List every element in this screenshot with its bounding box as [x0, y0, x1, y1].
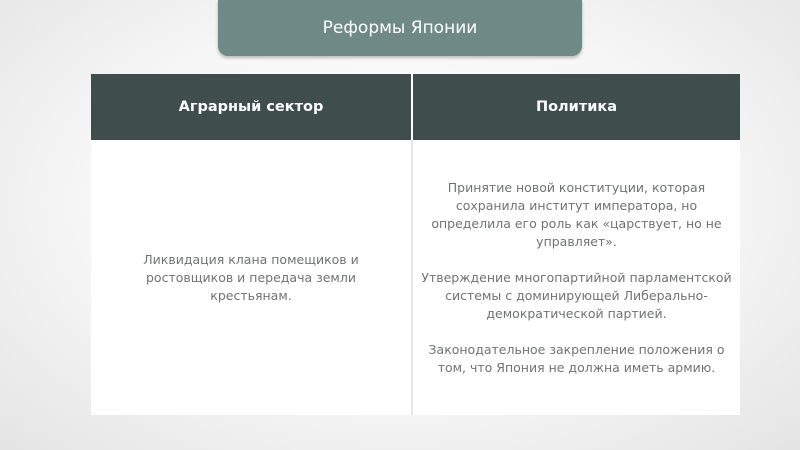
- cell-agrarian: [91, 140, 413, 415]
- politics-paragraph-army: Законодательное закрепление положения о том, что Япония не должна иметь армию.: [428, 341, 725, 375]
- header-agrarian: Аграрный сектор: [91, 74, 413, 140]
- politics-paragraph-constitution: Принятие новой конституции, которая сохранила институт императора, но определила его роль как «царствует, но не управляет».: [431, 179, 722, 249]
- reforms-table: [91, 74, 740, 415]
- politics-paragraph-parliament: Утверждение многопартийной парламентской системы с доминирующей Либерально-демократической партией.: [421, 269, 732, 321]
- agrarian-text: Ликвидация клана помещиков и ростовщиков и передача земли крестьянам.: [143, 251, 359, 303]
- header-politics: Политика: [413, 74, 740, 140]
- slide-title: Реформы Японии: [218, 0, 582, 56]
- cell-politics: [413, 140, 740, 415]
